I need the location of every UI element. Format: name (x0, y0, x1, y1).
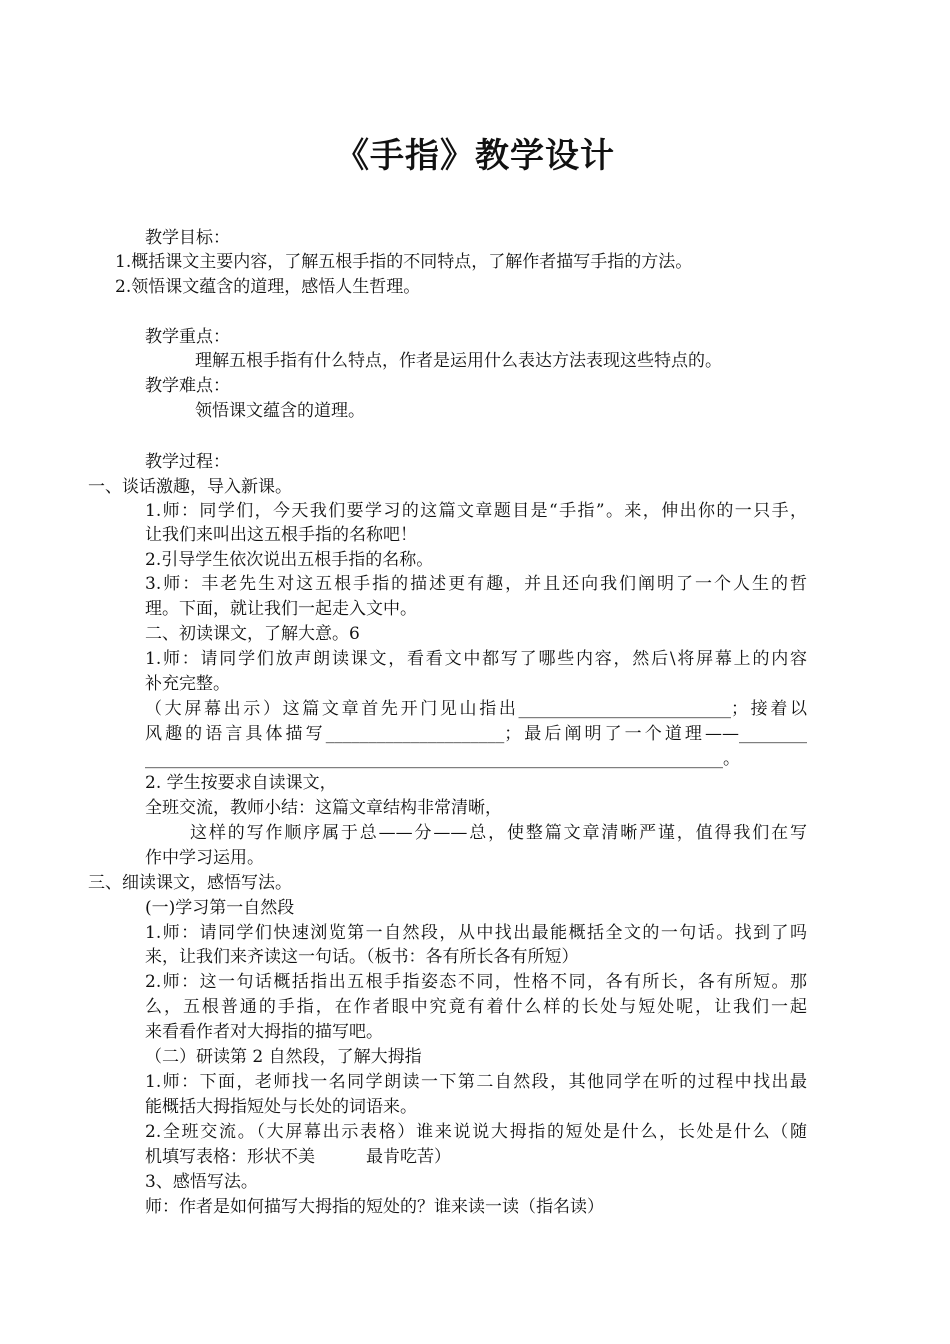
paragraph-line: 作中学习运用。 (145, 848, 264, 868)
section-heading: 一、谈话激趣，导入新课。 (88, 477, 292, 497)
paragraph-line: 1.师：请同学们放声朗读课文，看看文中都写了哪些内容，然后\将屏幕上的内容 (145, 649, 807, 669)
paragraph-line: 2.师：这一句话概括指出五根手指姿态不同，性格不同，各有所长，各有所短。那 (145, 972, 807, 992)
section-heading: 三、细读课文，感悟写法。 (88, 873, 292, 893)
paragraph-line: 来看看作者对大拇指的描写吧。 (145, 1022, 383, 1042)
paragraph-line: 师：作者是如何描写大拇指的短处的？谁来读一读（指名读） (145, 1197, 604, 1217)
paragraph-line: 1.师：同学们，今天我们要学习的这篇文章题目是“手指”。来，伸出你的一只手， (145, 501, 807, 521)
paragraph-line: 1.师：请同学们快速浏览第一自然段，从中找出最能概括全文的一句话。找到了吗 (145, 923, 807, 943)
paragraph-line: 3.师：丰老先生对这五根手指的描述更有趣，并且还向我们阐明了一个人生的哲 (145, 574, 807, 594)
paragraph-line: 来，让我们来齐读这一句话。（板书：各有所长各有所短） (145, 947, 579, 967)
paragraph-line: 补充完整。 (145, 674, 230, 694)
goal-item: 1.概括课文主要内容，了解五根手指的不同特点，了解作者描写手指的方法。 (115, 252, 693, 272)
paragraph-line: 2.引导学生依次说出五根手指的名称。 (145, 550, 434, 570)
key-heading: 教学重点： (145, 327, 230, 347)
subsection-heading: 3、感悟写法。 (145, 1172, 258, 1192)
document-title: 《手指》教学设计 (335, 136, 615, 176)
subsection-heading: （二）研读第 2 自然段，了解大拇指 (145, 1047, 422, 1067)
paragraph-line: 2. 学生按要求自读课文， (145, 773, 337, 793)
paragraph-line: 这样的写作顺序属于总——分——总，使整篇文章清晰严谨，值得我们在写 (190, 823, 807, 843)
paragraph-line: 理。下面，就让我们一起走入文中。 (145, 599, 417, 619)
fill-blank-line: ____________________________________________________________________。 (145, 749, 740, 769)
key-text: 理解五根手指有什么特点，作者是运用什么表达方法表现这些特点的。 (195, 351, 722, 371)
paragraph-line: 机填写表格：形状不美 最肯吃苦） (145, 1147, 451, 1167)
process-heading: 教学过程： (145, 452, 230, 472)
goals-heading: 教学目标： (145, 228, 230, 248)
fill-blank-line: 风趣的语言具体描写_____________________；最后阐明了一个道理——________ (145, 724, 807, 744)
paragraph-line: 让我们来叫出这五根手指的名称吧！ (145, 525, 417, 545)
paragraph-line: 2.全班交流。（大屏幕出示表格）谁来说说大拇指的短处是什么，长处是什么（随 (145, 1122, 807, 1142)
paragraph-line: 么，五根普通的手指，在作者眼中究竟有着什么样的长处与短处呢，让我们一起 (145, 997, 807, 1017)
difficulty-text: 领悟课文蕴含的道理。 (195, 401, 365, 421)
fill-blank-line: （大屏幕出示）这篇文章首先开门见山指出_________________________；接着以 (145, 699, 807, 719)
difficulty-heading: 教学难点： (145, 376, 230, 396)
paragraph-line: 全班交流，教师小结：这篇文章结构非常清晰， (145, 798, 502, 818)
paragraph-line: 1.师：下面，老师找一名同学朗读一下第二自然段，其他同学在听的过程中找出最 (145, 1072, 807, 1092)
subsection-heading: (一)学习第一自然段 (145, 898, 295, 918)
paragraph-line: 能概括大拇指短处与长处的词语来。 (145, 1097, 417, 1117)
goal-item: 2.领悟课文蕴含的道理，感悟人生哲理。 (115, 277, 421, 297)
section-heading: 二、初读课文，了解大意。6 (145, 624, 360, 644)
